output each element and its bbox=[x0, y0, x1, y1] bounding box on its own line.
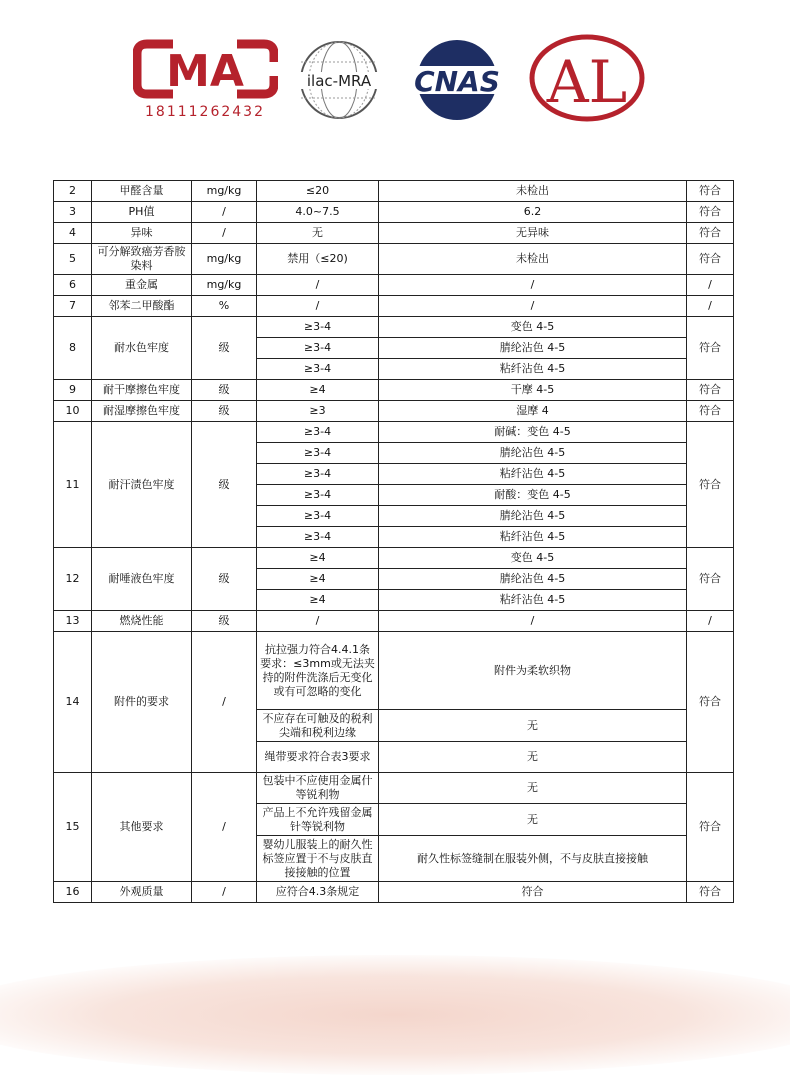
row-unit: 级 bbox=[192, 317, 257, 380]
row-verdict: 符合 bbox=[687, 317, 734, 380]
row-std: ≥4 bbox=[257, 569, 379, 590]
row-std: ≥4 bbox=[257, 548, 379, 569]
row-result: 粘纤沾色 4-5 bbox=[379, 527, 687, 548]
ilac-text: ilac-MRA bbox=[306, 72, 372, 90]
row-unit: 级 bbox=[192, 548, 257, 611]
row-no: 14 bbox=[54, 632, 92, 773]
cma-number: 18111262432 bbox=[145, 104, 265, 120]
row-std: 禁用（≤20) bbox=[257, 244, 379, 275]
row-item: 甲醛含量 bbox=[92, 181, 192, 202]
row-std: ≥3-4 bbox=[257, 527, 379, 548]
row-item: PH值 bbox=[92, 202, 192, 223]
row-item: 可分解致癌芳香胺染料 bbox=[92, 244, 192, 275]
row-unit: mg/kg bbox=[192, 275, 257, 296]
row-verdict: 符合 bbox=[687, 882, 734, 903]
bottom-background-fade bbox=[0, 955, 790, 1075]
table-row bbox=[54, 296, 734, 317]
row-no: 12 bbox=[54, 548, 92, 611]
row-item: 附件的要求 bbox=[92, 632, 192, 773]
row-verdict: / bbox=[687, 611, 734, 632]
table-row bbox=[54, 181, 734, 202]
table-row bbox=[54, 882, 734, 903]
row-no: 10 bbox=[54, 401, 92, 422]
row-no: 7 bbox=[54, 296, 92, 317]
row-no: 16 bbox=[54, 882, 92, 903]
table-row bbox=[54, 275, 734, 296]
row-unit: 级 bbox=[192, 380, 257, 401]
row-std: 绳带要求符合表3要求 bbox=[257, 742, 379, 773]
cnas-mark-icon bbox=[398, 38, 516, 122]
table-row bbox=[54, 202, 734, 223]
row-std: / bbox=[257, 296, 379, 317]
row-result: / bbox=[379, 296, 687, 317]
row-result: 6.2 bbox=[379, 202, 687, 223]
row-std: ≥4 bbox=[257, 590, 379, 611]
row-unit: / bbox=[192, 882, 257, 903]
row-item: 耐水色牢度 bbox=[92, 317, 192, 380]
row-item: 异味 bbox=[92, 223, 192, 244]
al-logo bbox=[528, 34, 646, 122]
row-std: ≥3-4 bbox=[257, 317, 379, 338]
table-row bbox=[54, 223, 734, 244]
row-unit: / bbox=[192, 773, 257, 882]
row-result: 腈纶沾色 4-5 bbox=[379, 338, 687, 359]
row-no: 9 bbox=[54, 380, 92, 401]
row-verdict: 符合 bbox=[687, 223, 734, 244]
row-result: 符合 bbox=[379, 882, 687, 903]
row-verdict: 符合 bbox=[687, 202, 734, 223]
table-row bbox=[54, 548, 734, 569]
row-std: ≤20 bbox=[257, 181, 379, 202]
table-row bbox=[54, 244, 734, 275]
row-result: 腈纶沾色 4-5 bbox=[379, 443, 687, 464]
row-verdict: 符合 bbox=[687, 181, 734, 202]
cma-mark-icon bbox=[133, 38, 278, 100]
row-result: 变色 4-5 bbox=[379, 317, 687, 338]
row-item: 重金属 bbox=[92, 275, 192, 296]
row-verdict: 符合 bbox=[687, 632, 734, 773]
cnas-logo bbox=[398, 38, 516, 122]
row-std: ≥3-4 bbox=[257, 464, 379, 485]
row-std: ≥3-4 bbox=[257, 338, 379, 359]
row-result: 无 bbox=[379, 804, 687, 836]
row-verdict: 符合 bbox=[687, 422, 734, 548]
row-unit: 级 bbox=[192, 611, 257, 632]
row-result: 无 bbox=[379, 710, 687, 742]
row-result: 粘纤沾色 4-5 bbox=[379, 590, 687, 611]
row-verdict: 符合 bbox=[687, 380, 734, 401]
table-row bbox=[54, 773, 734, 804]
row-std: ≥3 bbox=[257, 401, 379, 422]
row-no: 11 bbox=[54, 422, 92, 548]
row-verdict: / bbox=[687, 275, 734, 296]
certification-logos bbox=[0, 0, 790, 140]
row-std: 不应存在可触及的税利尖端和税利边缘 bbox=[257, 710, 379, 742]
row-unit: / bbox=[192, 202, 257, 223]
cma-logo bbox=[133, 38, 278, 130]
row-item: 邻苯二甲酸酯 bbox=[92, 296, 192, 317]
row-unit: mg/kg bbox=[192, 181, 257, 202]
row-item: 外观质量 bbox=[92, 882, 192, 903]
row-unit: / bbox=[192, 632, 257, 773]
row-std: ≥4 bbox=[257, 380, 379, 401]
row-item: 耐唾液色牢度 bbox=[92, 548, 192, 611]
cma-letters: MA bbox=[166, 46, 244, 97]
row-no: 13 bbox=[54, 611, 92, 632]
row-std: 抗拉强力符合4.4.1条要求：≤3mm或无法夹持的附件洗涤后无变化或有可忽略的变化 bbox=[257, 632, 379, 710]
table-row bbox=[54, 632, 734, 710]
table-row bbox=[54, 380, 734, 401]
row-result: 未检出 bbox=[379, 244, 687, 275]
row-std: 应符合4.3条规定 bbox=[257, 882, 379, 903]
table-row bbox=[54, 422, 734, 443]
row-result: 湿摩 4 bbox=[379, 401, 687, 422]
row-item: 耐湿摩擦色牢度 bbox=[92, 401, 192, 422]
row-result: 干摩 4-5 bbox=[379, 380, 687, 401]
row-std: ≥3-4 bbox=[257, 506, 379, 527]
row-verdict: 符合 bbox=[687, 773, 734, 882]
row-no: 4 bbox=[54, 223, 92, 244]
globe-icon bbox=[293, 38, 385, 122]
cnas-text: CNAS bbox=[414, 65, 500, 98]
test-results-table bbox=[53, 180, 733, 903]
row-unit: 级 bbox=[192, 401, 257, 422]
row-result: 耐久性标签缝制在服装外侧，不与皮肤直接接触 bbox=[379, 836, 687, 882]
table-row bbox=[54, 317, 734, 338]
table-row bbox=[54, 401, 734, 422]
row-std: 包装中不应使用金属什等锐利物 bbox=[257, 773, 379, 804]
row-unit: 级 bbox=[192, 422, 257, 548]
row-result: 未检出 bbox=[379, 181, 687, 202]
row-std: ≥3-4 bbox=[257, 422, 379, 443]
al-mark-icon bbox=[528, 34, 646, 122]
row-result: 粘纤沾色 4-5 bbox=[379, 359, 687, 380]
row-result: 变色 4-5 bbox=[379, 548, 687, 569]
row-result: 腈纶沾色 4-5 bbox=[379, 569, 687, 590]
row-item: 其他要求 bbox=[92, 773, 192, 882]
row-std: 产品上不允许残留金属针等锐利物 bbox=[257, 804, 379, 836]
row-result: 腈纶沾色 4-5 bbox=[379, 506, 687, 527]
row-no: 6 bbox=[54, 275, 92, 296]
row-no: 5 bbox=[54, 244, 92, 275]
row-item: 耐干摩擦色牢度 bbox=[92, 380, 192, 401]
row-unit: % bbox=[192, 296, 257, 317]
row-no: 8 bbox=[54, 317, 92, 380]
row-verdict: 符合 bbox=[687, 244, 734, 275]
row-result: 无 bbox=[379, 742, 687, 773]
row-no: 15 bbox=[54, 773, 92, 882]
row-result: 附件为柔软织物 bbox=[379, 632, 687, 710]
row-std: / bbox=[257, 275, 379, 296]
row-std: / bbox=[257, 611, 379, 632]
row-std: 婴幼儿服装上的耐久性标签应置于不与皮肤直接接触的位置 bbox=[257, 836, 379, 882]
row-verdict: 符合 bbox=[687, 401, 734, 422]
row-result: / bbox=[379, 275, 687, 296]
row-verdict: 符合 bbox=[687, 548, 734, 611]
ilac-mra-logo bbox=[293, 38, 385, 122]
row-std: 4.0~7.5 bbox=[257, 202, 379, 223]
al-text: AL bbox=[546, 48, 628, 116]
row-unit: / bbox=[192, 223, 257, 244]
row-std: 无 bbox=[257, 223, 379, 244]
row-result: 粘纤沾色 4-5 bbox=[379, 464, 687, 485]
row-std: ≥3-4 bbox=[257, 485, 379, 506]
row-result: 无异味 bbox=[379, 223, 687, 244]
row-no: 3 bbox=[54, 202, 92, 223]
row-std: ≥3-4 bbox=[257, 359, 379, 380]
row-result: 耐碱：变色 4-5 bbox=[379, 422, 687, 443]
table-row bbox=[54, 611, 734, 632]
row-result: 耐酸：变色 4-5 bbox=[379, 485, 687, 506]
row-std: ≥3-4 bbox=[257, 443, 379, 464]
row-no: 2 bbox=[54, 181, 92, 202]
row-result: / bbox=[379, 611, 687, 632]
row-verdict: / bbox=[687, 296, 734, 317]
row-item: 耐汗渍色牢度 bbox=[92, 422, 192, 548]
row-unit: mg/kg bbox=[192, 244, 257, 275]
row-result: 无 bbox=[379, 773, 687, 804]
row-item: 燃烧性能 bbox=[92, 611, 192, 632]
